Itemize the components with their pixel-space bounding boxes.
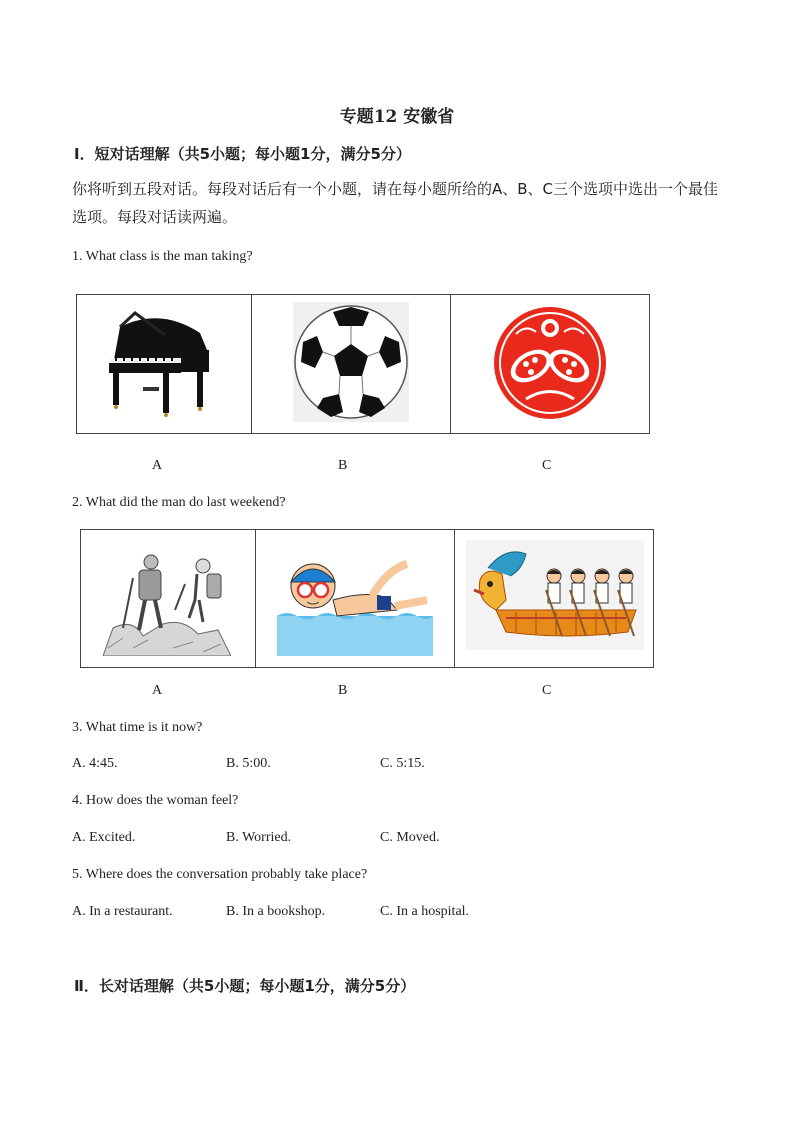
question-2-label-c: C [542,683,552,698]
section-1-heading: Ⅰ．短对话理解（共5小题；每小题1分，满分5分） [74,145,411,163]
soccer-ball-icon [293,302,409,422]
question-1: 1. What class is the man taking? [72,249,253,264]
question-3-option-c[interactable]: C. 5:15. [380,756,425,771]
section-1-instructions: 你将听到五段对话。每段对话后有一个小题，请在每小题所给的A、B、C三个选项中选出一个最佳选项。每段对话读两遍。 [72,180,719,226]
question-2-option-c-cell[interactable] [455,530,654,668]
section-2-heading: Ⅱ．长对话理解（共5小题；每小题1分，满分5分） [74,977,416,995]
question-4: 4. How does the woman feel? [72,793,239,808]
question-1-option-b-cell[interactable] [252,295,451,434]
question-1-option-a-cell[interactable] [77,295,252,434]
question-5-option-a[interactable]: A. In a restaurant. [72,904,173,919]
question-4-option-b[interactable]: B. Worried. [226,830,292,845]
question-2-label-b: B [338,683,348,698]
swimming-icon [277,550,433,656]
question-5-option-c[interactable]: C. In a hospital. [380,904,470,919]
question-3: 3. What time is it now? [72,720,203,735]
question-4-option-c[interactable]: C. Moved. [380,830,440,845]
question-2: 2. What did the man do last weekend? [72,495,286,510]
question-4-option-a[interactable]: A. Excited. [72,830,136,845]
question-2-image-table [80,529,654,668]
question-3-option-a[interactable]: A. 4:45. [72,756,118,771]
question-5-option-b[interactable]: B. In a bookshop. [226,904,326,919]
piano-icon [105,305,215,420]
question-2-label-a: A [152,683,163,698]
question-1-label-c: C [542,458,552,473]
question-1-image-table [76,294,650,434]
question-3-option-b[interactable]: B. 5:00. [226,756,271,771]
page-title: 专题12 安徽省 [339,107,455,127]
question-2-option-b-cell[interactable] [256,530,455,668]
question-2-option-a-cell[interactable] [81,530,256,668]
hiking-icon [103,548,231,656]
question-1-label-a: A [152,458,163,473]
question-1-label-b: B [338,458,348,473]
dragon-boat-icon [466,540,644,650]
paper-cut-fish-icon [491,304,609,422]
question-1-option-c-cell[interactable] [451,295,650,434]
question-5: 5. Where does the conversation probably take place? [72,867,368,882]
